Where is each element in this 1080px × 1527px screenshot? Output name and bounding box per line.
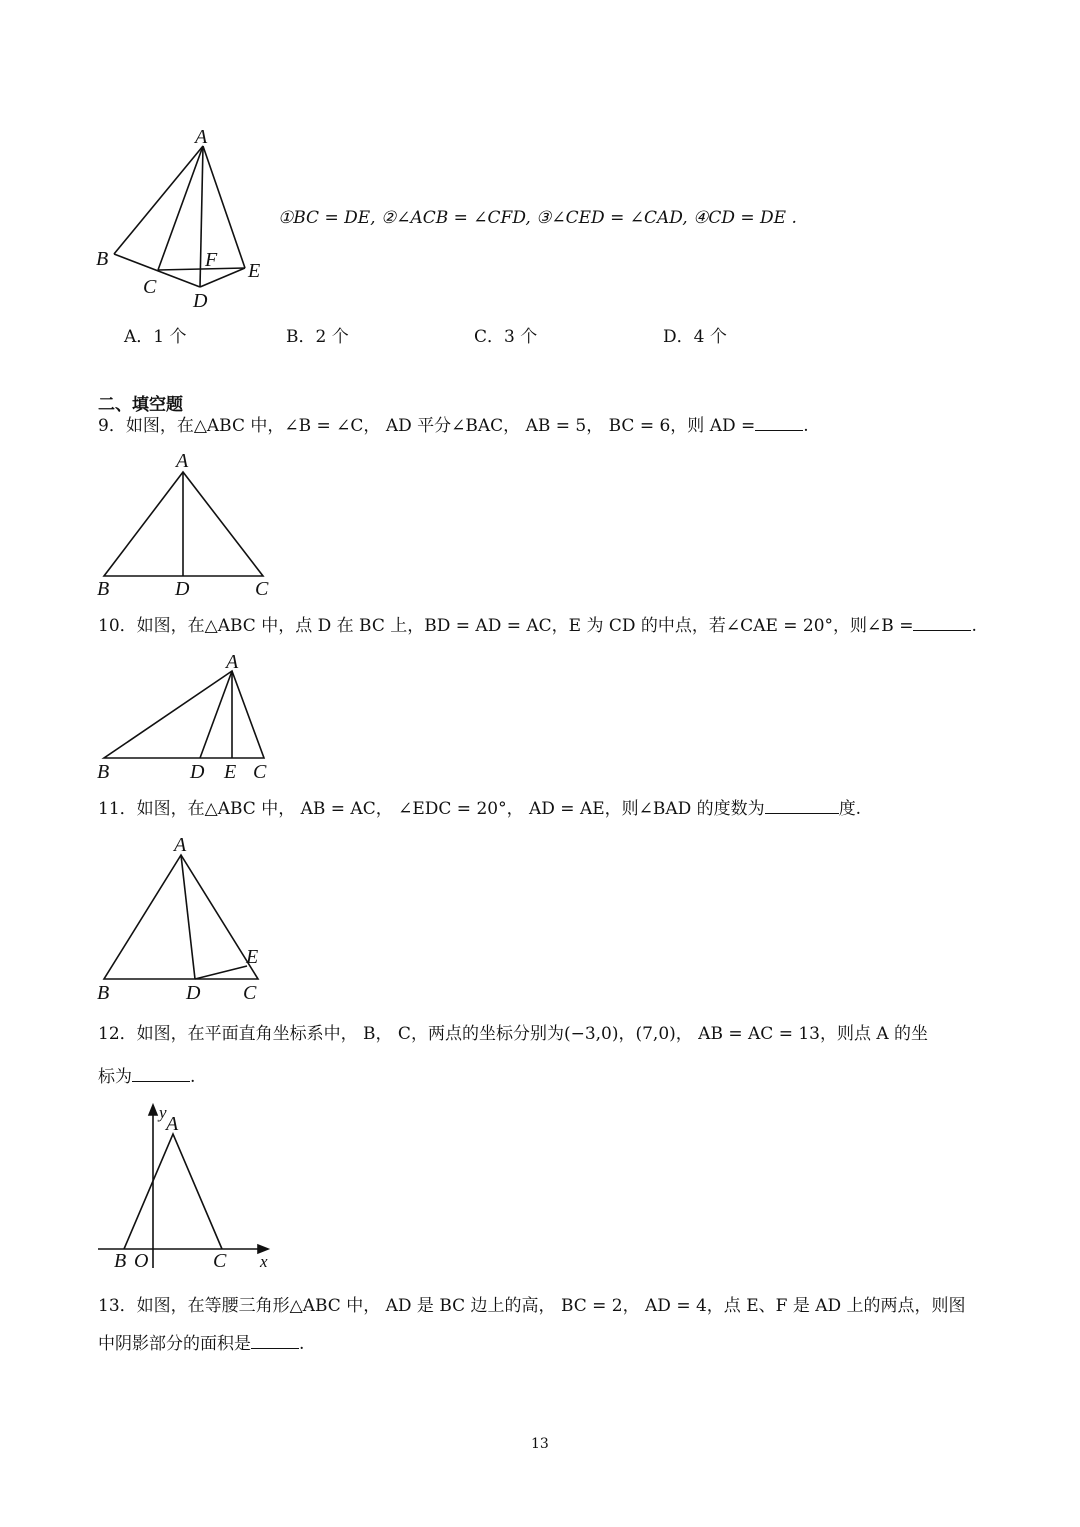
label-D: D <box>193 290 208 312</box>
q10-stem: 10．如图，在△ABC 中，点 D 在 BC 上，BD = AD = AC，E 为 CD 的中点，若∠CAE = 20°，则∠B = <box>98 616 914 636</box>
option-d-text: 4 个 <box>693 327 727 347</box>
option-a-text: 1 个 <box>153 327 187 347</box>
q12-label-x: x <box>260 1252 268 1271</box>
q9-label-D: D <box>175 578 190 600</box>
q10-label-E: E <box>224 761 237 783</box>
q12-label-A: A <box>166 1113 179 1135</box>
option-c-key: C． <box>474 327 505 347</box>
q9-label-B: B <box>97 578 110 600</box>
option-b-text: 2 个 <box>315 327 349 347</box>
q13-line1: 13．如图，在等腰三角形△ABC 中， AD 是 BC 边上的高， BC = 2， AD = 4，点 E、F 是 AD 上的两点，则图 <box>98 1296 966 1316</box>
label-E: E <box>248 260 261 282</box>
label-A: A <box>195 126 208 148</box>
q12-label-B: B <box>114 1250 127 1272</box>
label-C: C <box>143 276 157 298</box>
q13-end: . <box>299 1334 305 1354</box>
q10-label-B: B <box>97 761 110 783</box>
q9-label-C: C <box>255 578 269 600</box>
option-a-key: A． <box>124 327 154 347</box>
q12-triangle <box>124 1134 222 1249</box>
page-number: 13 <box>531 1436 549 1452</box>
q12-end: . <box>190 1067 196 1087</box>
q12-y-arrow <box>149 1105 157 1115</box>
q13-stem: 中阴影部分的面积是 <box>98 1334 251 1354</box>
q12-line1: 12．如图，在平面直角坐标系中， B， C，两点的坐标分别为(−3,0)，(7,0)， AB = AC = 13，则点 A 的坐 <box>98 1024 929 1044</box>
q10-label-C: C <box>253 761 267 783</box>
q8-conditions: ①BC = DE, ②∠ACB = ∠CFD, ③∠CED = ∠CAD, ④CD = DE . <box>278 208 797 228</box>
q10-label-A: A <box>226 651 239 673</box>
q10-label-D: D <box>190 761 205 783</box>
q11-label-A: A <box>174 834 187 856</box>
label-B: B <box>96 248 109 270</box>
option-c-text: 3 个 <box>504 327 538 347</box>
q11-stem: 11．如图，在△ABC 中， AB = AC， ∠EDC = 20°， AD = AE，则∠BAD 的度数为 <box>98 799 765 819</box>
q10-end: . <box>971 616 977 636</box>
q12-label-O: O <box>134 1250 149 1272</box>
q13-line2 <box>98 1333 304 1355</box>
label-F: F <box>205 249 218 271</box>
q12-label-y: y <box>159 1103 167 1122</box>
q12-label-C: C <box>213 1250 227 1272</box>
q9-stem: 9．如图，在△ABC 中，∠B = ∠C， AD 平分∠BAC， AB = 5， BC = 6，则 AD = <box>98 416 756 436</box>
q12-stem: 标为 <box>98 1067 132 1087</box>
q11-end: 度. <box>838 799 862 819</box>
q9-label-A: A <box>176 450 189 472</box>
q13-blank[interactable] <box>251 1334 299 1349</box>
q11-label-E: E <box>246 946 259 968</box>
q11-label-D: D <box>186 982 201 1004</box>
q9-end: . <box>803 416 809 436</box>
section-title: 二、填空题 <box>98 395 183 415</box>
q11-label-B: B <box>97 982 110 1004</box>
q11-label-C: C <box>243 982 257 1004</box>
option-b-key: B． <box>286 327 316 347</box>
option-d-key: D． <box>663 327 694 347</box>
